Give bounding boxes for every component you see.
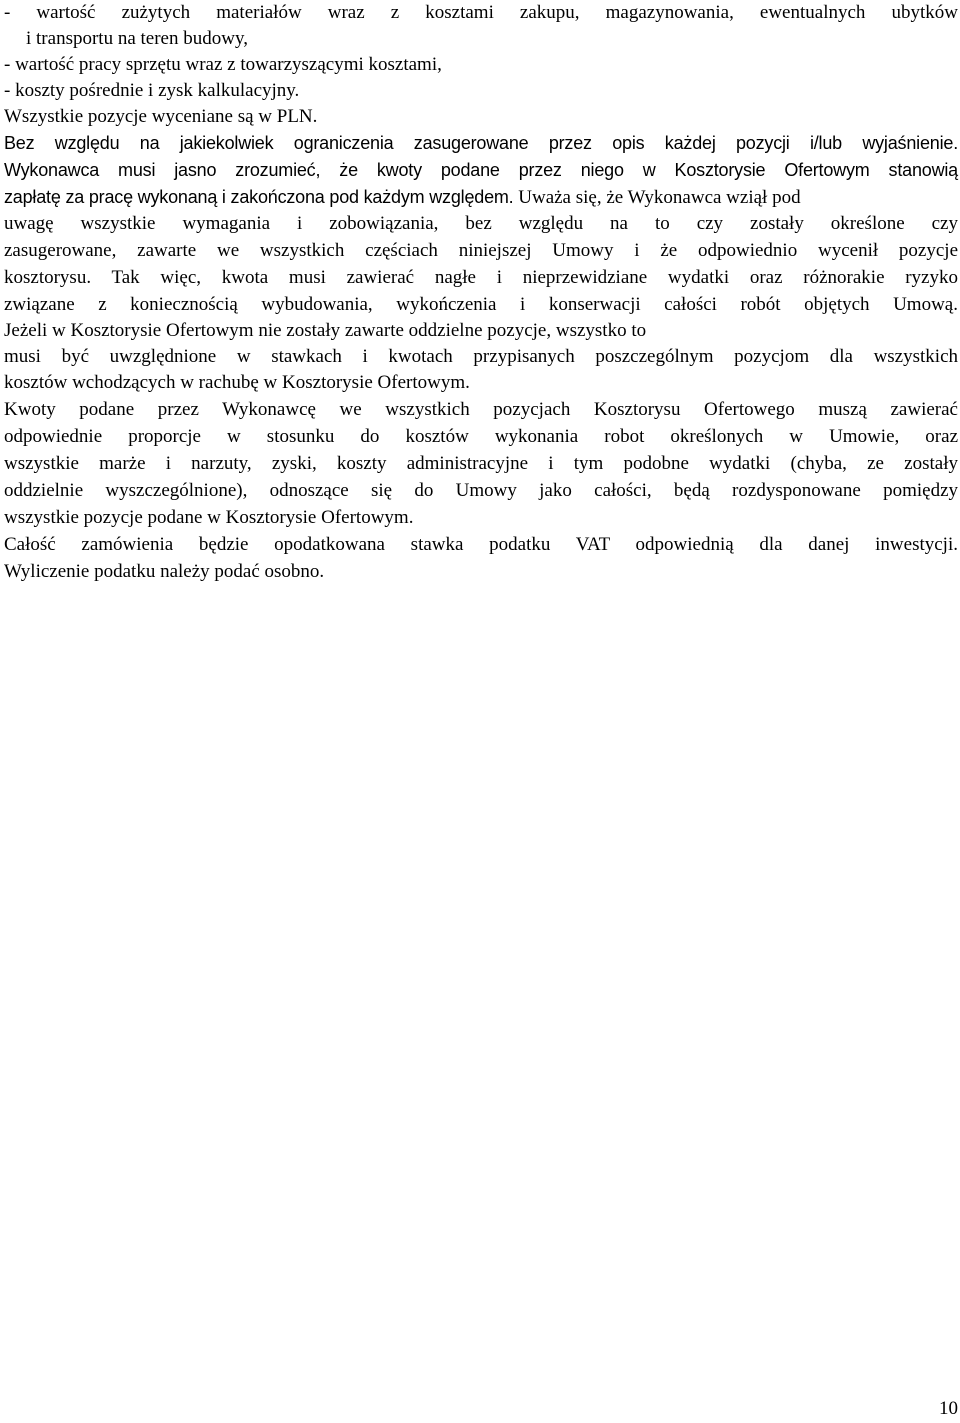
paragraph-line: związane z koniecznością wybudowania, wykończenia i konserwacji całości robót objętych Umową. xyxy=(4,294,958,315)
paragraph-line: odpowiednie proporcje w stosunku do kosztów wykonania robot określonych w Umowie, oraz xyxy=(4,426,958,447)
paragraph-line: uwagę wszystkie wymagania i zobowiązania, bez względu na to czy zostały określone czy xyxy=(4,213,958,234)
paragraph-line: zasugerowane, zawarte we wszystkich częściach niniejszej Umowy i że odpowiednio wycenił pozycje xyxy=(4,240,958,261)
vat-statement-cont: Wyliczenie podatku należy podać osobno. xyxy=(4,561,325,582)
page-number: 10 xyxy=(939,1398,958,1419)
paragraph-line: kosztorysu. Tak więc, kwota musi zawierać nagłe i nieprzewidziane wydatki oraz różnorakie ryzyko xyxy=(4,267,958,288)
paragraph-line: oddzielnie wyszczególnione), odnoszące się do Umowy jako całości, będą rozdysponowane pomiędzy xyxy=(4,480,958,501)
paragraph-line: Jeżeli w Kosztorysie Ofertowym nie zostały zawarte oddzielne pozycje, wszystko to xyxy=(4,320,647,341)
cost-item-materials-cont: i transportu na teren budowy, xyxy=(26,28,248,49)
cost-item-equipment: - wartość pracy sprzętu wraz z towarzyszącymi kosztami, xyxy=(4,54,442,75)
paragraph-line: Bez względu na jakiekolwiek ograniczenia zasugerowane przez opis każdej pozycji i/lub wyjaśnienie. xyxy=(4,133,958,153)
paragraph-line: Kwoty podane przez Wykonawcę we wszystkich pozycjach Kosztorysu Ofertowego muszą zawierać xyxy=(4,399,958,420)
paragraph-line: wszystkie marże i narzuty, zyski, koszty administracyjne i tym podobne wydatki (chyba, ze zostały xyxy=(4,453,958,474)
paragraph-line xyxy=(4,184,801,211)
paragraph-line: Wykonawca musi jasno zrozumieć, że kwoty podane przez niego w Kosztorysie Ofertowym stanowią xyxy=(4,160,958,180)
currency-statement: Wszystkie pozycje wyceniane są w PLN. xyxy=(4,106,318,127)
cost-item-materials: - wartość zużytych materiałów wraz z kosztami zakupu, magazynowania, ewentualnych ubytków xyxy=(4,2,958,23)
cost-item-overhead: - koszty pośrednie i zysk kalkulacyjny. xyxy=(4,80,300,101)
paragraph-segment: zapłatę za pracę wykonaną i zakończona pod każdym względem. xyxy=(4,187,514,207)
paragraph-line: kosztów wchodzących w rachubę w Kosztorysie Ofertowym. xyxy=(4,372,470,393)
paragraph-segment: Uważa się, że Wykonawca wziął pod xyxy=(518,187,801,208)
paragraph-line: musi być uwzględnione w stawkach i kwotach przypisanych poszczególnym pozycjom dla wszystkich xyxy=(4,346,958,367)
vat-statement: Całość zamówienia będzie opodatkowana stawka podatku VAT odpowiednią dla danej inwestycji. xyxy=(4,534,958,555)
paragraph-line: wszystkie pozycje podane w Kosztorysie Ofertowym. xyxy=(4,507,414,528)
